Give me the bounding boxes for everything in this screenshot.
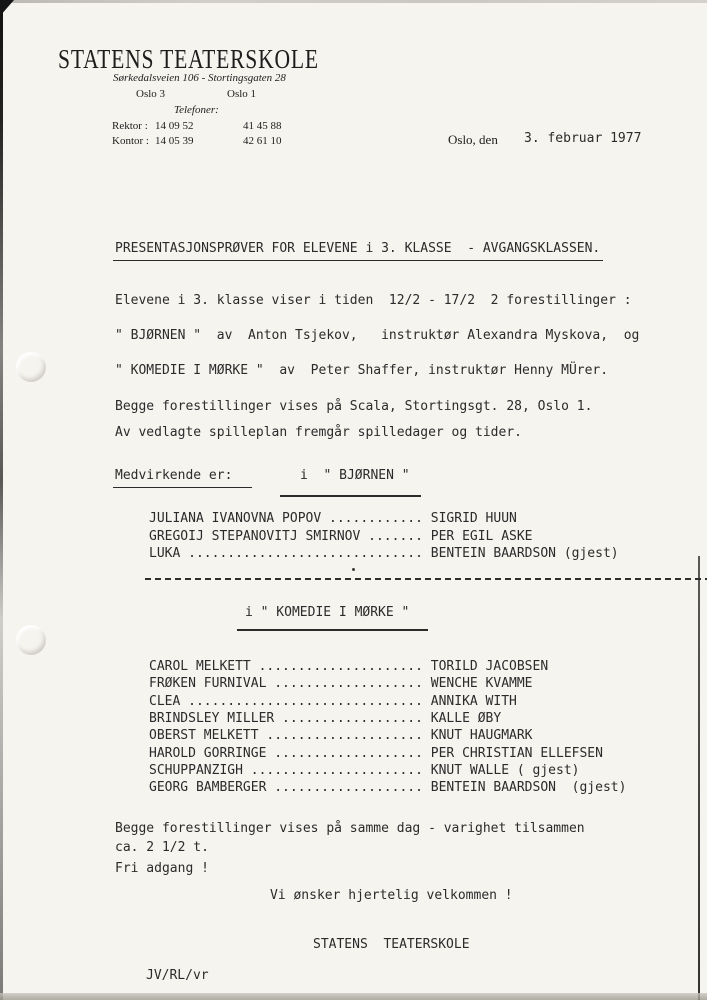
cast-row: JULIANA IVANOVNA POPOV ............ SIGRID HUUN <box>149 511 517 526</box>
letterhead-rektor-phone-2: 41 45 88 <box>243 120 282 132</box>
intro-line-play1: " BJØRNEN " av Anton Tsjekov, instruktør Alexandra Myskova, og <box>115 328 640 343</box>
intro-line-play2: " KOMEDIE I MØRKE " av Peter Shaffer, instruktør Henny MÜrer. <box>115 363 609 378</box>
cast-row: GREGOIJ STEPANOVITJ SMIRNOV ....... PER EGIL ASKE <box>149 529 533 544</box>
letterhead-rektor-phone: 14 09 52 <box>155 120 194 132</box>
letterhead-rektor-label: Rektor : <box>112 120 148 132</box>
schedule-line: Av vedlagte spilleplan fremgår spilledager og tider. <box>115 425 522 440</box>
play2-header: i " KOMEDIE I MØRKE " <box>245 605 410 620</box>
cast-row: LUKA .............................. BENTEIN BAARDSON (gjest) <box>149 546 619 561</box>
cast-row: BRINDSLEY MILLER .................. KALLE ØBY <box>149 711 502 726</box>
free-admission-line: Fri adgang ! <box>115 861 209 876</box>
date-prefix: Oslo, den <box>448 132 498 147</box>
date-value: 3. februar 1977 <box>524 131 642 146</box>
letterhead-city-right: Oslo 1 <box>227 88 257 100</box>
scan-bottom-edge <box>0 993 707 1000</box>
cast-row: CAROL MELKETT ..................... TORILD JACOBSEN <box>149 659 549 674</box>
typewriter-stray-dot <box>352 568 355 571</box>
letterhead-address: Sørkedalsveien 106 - Stortingsgaten 28 <box>113 72 286 84</box>
letterhead-school-name: STATENS TEATERSKOLE <box>58 44 319 74</box>
dashed-divider <box>145 578 707 580</box>
punch-hole-bottom <box>16 625 46 655</box>
letterhead-kontor-phone-2: 42 61 10 <box>243 135 282 147</box>
document-title: PRESENTASJONSPRØVER FOR ELEVENE i 3. KLASSE - AVGANGSKLASSEN. <box>113 241 603 261</box>
closing-duration: ca. 2 1/2 t. <box>115 840 209 855</box>
closing-line: Begge forestillinger vises på samme dag - varighet tilsammen <box>115 821 585 836</box>
cast-row: FRØKEN FURNIVAL ................... WENCHE KVAMME <box>149 676 533 691</box>
play2-header-underline <box>237 629 428 631</box>
scan-left-edge <box>0 0 3 1000</box>
play1-header-underline <box>280 495 421 497</box>
scan-corner-artifact <box>0 0 14 16</box>
letterhead-phones-label: Telefoner: <box>174 104 219 116</box>
letterhead-kontor-label: Kontor : <box>112 135 149 147</box>
cast-row: HAROLD GORRINGE ................... PER CHRISTIAN ELLEFSEN <box>149 746 603 761</box>
cast-section-label: Medvirkende er: <box>113 468 252 488</box>
venue-line: Begge forestillinger vises på Scala, Stortingsgt. 28, Oslo 1. <box>115 399 593 414</box>
cast-row: OBERST MELKETT .................... KNUT HAUGMARK <box>149 728 533 743</box>
play1-header: i " BJØRNEN " <box>300 468 410 483</box>
letterhead-city-left: Oslo 3 <box>136 88 166 100</box>
cast-row: SCHUPPANZIGH ...................... KNUT WALLE ( gjest) <box>149 763 580 778</box>
welcome-line: Vi ønsker hjertelig velkommen ! <box>270 888 513 903</box>
cast-row: CLEA .............................. ANNIKA WITH <box>149 694 517 709</box>
intro-line: Elevene i 3. klasse viser i tiden 12/2 - 17/2 2 forestillinger : <box>115 293 632 308</box>
scan-right-edge <box>698 556 700 1000</box>
punch-hole-top <box>16 352 46 382</box>
signature-school-name: STATENS TEATERSKOLE <box>313 937 470 952</box>
reference-initials: JV/RL/vr <box>146 968 209 983</box>
scan-top-edge <box>0 0 707 3</box>
cast-row: GEORG BAMBERGER ................... BENTEIN BAARDSON (gjest) <box>149 780 627 795</box>
letterhead-kontor-phone: 14 05 39 <box>155 135 194 147</box>
